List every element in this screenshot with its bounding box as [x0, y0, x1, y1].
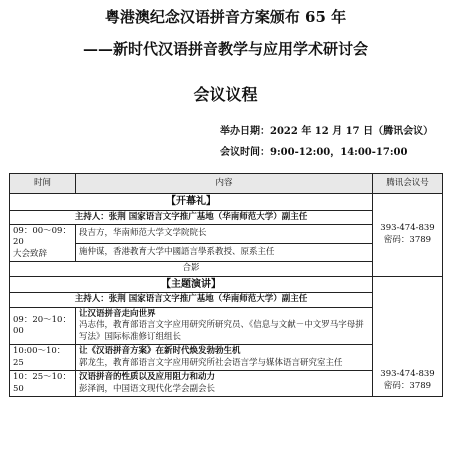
- talk-time: 10:00～10：25: [10, 345, 76, 371]
- talk-time: 10：25～10：50: [10, 371, 76, 397]
- opening-speaker-1: 段吉方，华南师范大学文学院院长: [76, 224, 373, 243]
- opening-session: 大会致辞: [13, 248, 48, 259]
- opening-meeting-id: 393-474-839: [380, 223, 435, 234]
- opening-heading: 【开幕礼】: [10, 194, 373, 211]
- keynote-heading: 【主题演讲】: [10, 276, 373, 293]
- date-line: 举办日期：2022 年 12 月 17 日（腾讯会议）: [220, 126, 434, 137]
- opening-meeting-cell: [373, 194, 443, 277]
- talk-content: [76, 371, 373, 397]
- opening-password: 密码：3789: [383, 234, 432, 245]
- keynote-heading-row: [10, 276, 443, 293]
- keynote-meeting-id: 393-474-839: [380, 369, 435, 380]
- opening-time: 09：00～09：20: [13, 225, 71, 248]
- talk-speaker: 冯志伟，教育部语言文字应用研究所研究员、《信息与文献－中文罗马字母拼写法》国际标准修订组组长: [79, 320, 364, 342]
- column-header-content: 内容: [76, 174, 373, 194]
- talk-content: [76, 345, 373, 371]
- talk-time: 09：20～10：00: [10, 307, 76, 344]
- talk-title: 让汉语拼音走向世界: [79, 308, 156, 319]
- talk-title: 汉语拼音的性质以及应用阻力和动力: [79, 372, 216, 383]
- opening-photo: 合影: [10, 262, 373, 276]
- keynote-host: 主持人：张荆 国家语言文字推广基地（华南师范大学）副主任: [10, 293, 373, 307]
- opening-time-cell: [10, 224, 76, 261]
- keynote-meeting-cell: [373, 276, 443, 396]
- agenda-table: [9, 173, 443, 397]
- talk-title: 让《汉语拼音方案》在新时代焕发勃勃生机: [79, 346, 241, 357]
- title-line-2: ——新时代汉语拼音教学与应用学术研讨会: [82, 40, 368, 58]
- talk-speaker: 彭泽润，中国语文现代化学会副会长: [79, 383, 216, 394]
- title-line-1: 粤港澳纪念汉语拼音方案颁布 65 年: [104, 8, 347, 26]
- opening-heading-row: [10, 194, 443, 211]
- column-header-time: 时间: [10, 174, 76, 194]
- column-header-meeting: 腾讯会议号: [373, 174, 443, 194]
- talk-speaker: 郭龙生，教育部语言文字应用研究所社会语言学与媒体语言研究室主任: [79, 357, 343, 368]
- opening-speaker-2: 施仲谋，香港教育大学中國語言學系教授、原系主任: [76, 243, 373, 262]
- talk-content: [76, 307, 373, 344]
- opening-host: 主持人：张荆 国家语言文字推广基地（华南师范大学）副主任: [10, 210, 373, 224]
- title-line-3: 会议议程: [193, 85, 258, 104]
- time-line: 会议时间：9:00-12:00，14:00-17:00: [220, 147, 408, 158]
- table-header-row: [10, 174, 443, 194]
- keynote-password: 密码：3789: [383, 380, 432, 391]
